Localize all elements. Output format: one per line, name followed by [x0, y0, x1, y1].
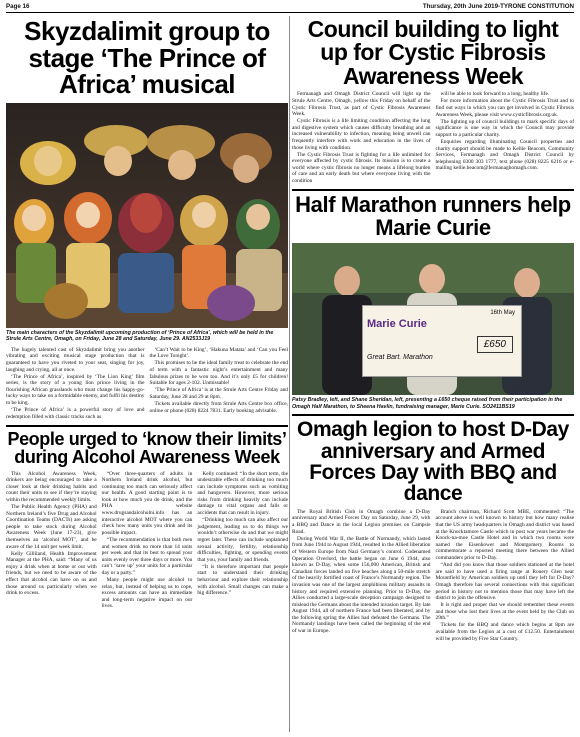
paragraph: ‘The Prince of Africa’, inspired by ‘The Lion King’ film series, is the story of a young lion prince living in the flourishing African grasslands who must change his happy-go-lucky ways to take on a formidable enemy, and fulfil his destiny to be king. — [6, 373, 145, 407]
issue-date: Thursday, 20th June 2019-TYRONE CONSTITUTION — [422, 3, 574, 10]
section-rule — [292, 414, 574, 416]
article-half-marathon — [292, 194, 574, 410]
paragraph: This promises to be the ideal family treat to celebrate the end of term with a fantastic night’s entertainment and many fabulous prizes to be won too. And it’s only £5 for children! Suitable for ages 2-102. Unmissable! — [149, 360, 288, 387]
paragraph: The Royal British Club in Omagh combine a D-Day anniversary and Armed Forces Day on Saturday, June 29, with a BBQ and Dance in the local Legion premises on Campsie Road. — [292, 508, 431, 535]
page-number: Page 16 — [6, 3, 30, 10]
paragraph: This Alcohol Awareness Week, drinkers are being encouraged to take a closer look at their drinking habits and count their units to see if they’re staying within the recommended weekly limits. — [6, 470, 97, 503]
big-cheque — [362, 305, 522, 377]
headline-alcohol-awareness: People urged to ‘know their limits’ during Alcohol Awareness Week — [7, 428, 287, 468]
paragraph: Kelly continued: “In the short term, the undesirable effects of drinking too much can include symptoms such as vomiting and hangovers. However, more serious risks from drinking heavily can include damage to vital organs and falls or accidents that can result in injury. — [197, 470, 288, 517]
body-omagh-legion — [292, 509, 574, 643]
paragraph: “Over three-quarters of adults in Northern Ireland drink alcohol, but continuing too much can seriously affect our health. A good starting point is to look at how much you do drink, and the PHA website www.drugsandalcoholni.info has an interactive alcohol MOT where you can check how many units you drink and its possible impact. — [101, 470, 193, 536]
paragraph: For more information about the Cystic Fibrosis Trust and to find out ways in which you can get involved in Cystic Fibrosis Awareness Week, please visit www.cysticfibrosis.org.uk. — [435, 98, 574, 118]
section-rule — [6, 425, 288, 427]
headline-half-marathon: Half Marathon runners help Marie Curie — [295, 192, 571, 240]
page-header — [6, 3, 574, 13]
paragraph: During World War II, the Battle of Normandy, which lasted from June 1944 to August 1944, resulted in the Allied liberation of Western Europe from Nazi Germany’s control. Codenamed Operation Overlord, the battle began on June 6 1944, also known as D-Day, when some 156,000 American, British and Canadian forces landed on five beaches along a 50-mile stretch of the heavily fortified coast of France’s Normandy region. The invasion was one of the largest amphibious military assaults in history and required extensive planning. Prior to D-Day, the Allies conducted a large-scale deception campaign designed to mislead the Germans about the intended invasion target. By late August 1944, all of northern France had been liberated, and by the following spring the Allies had defeated the Germans. The Normandy landings have been called the beginning of the end of war in Europe. — [292, 535, 431, 635]
paragraph: ‘The Prince of Africa’ is a powerful story of love and redemption filled with classic tracks such as — [6, 407, 145, 420]
article-skyzdalimit — [6, 18, 288, 421]
paragraph: The Public Health Agency (PHA) and Northern Ireland’s five Drug and Alcohol Coordination Teams (DACTs) are asking people to take stock during Alcohol Awareness Week (June 17-23), give themselves an ‘alcohol MOT’, and be aware of the 14 unit per week limit. — [6, 503, 97, 550]
cheque-charity-logo: Marie Curie — [367, 318, 427, 331]
paragraph: Fermanagh and Omagh District Council will light up the Strule Arts Centre, Omagh, yellow this Friday on behalf of the Cystic Fibrosis Trust, as part of Cystic Fibrosis Awareness Week. — [292, 91, 431, 118]
paragraph: Branch chairman, Richard Scott MBE, commented: “The account above is well known to history but how many realise that the US army headquarters in Omagh and district was based at the Knocktamore Castle which in post war years became the Knock-na-moe Castle Hotel and in which two rooms were named the Eisenhower and Montgomery Rooms to commemorate a reported meeting there between the Allied commanders prior to D-Day. — [435, 508, 574, 562]
cheque-amount: £650 — [483, 339, 506, 351]
paragraph: Tickets available directly from Strule Arts Centre box office, online or phone (028) 8224 7831. Early booking advisable. — [149, 401, 288, 414]
headline-cystic-fibrosis: Council building to light up for Cystic Fibrosis Awareness Week — [307, 16, 559, 89]
paragraph: “It is therefore important that people start to understand their drinking behaviour and explore their relationship with alcohol. Small changes can make a big difference.” — [197, 563, 288, 597]
body-alcohol-awareness — [6, 471, 288, 611]
paragraph: Kelly Gilliland, Health Improvement Manager at the PHA, said: “Many of us enjoy a drink when at home or out with friends, but we need to be aware of the effect that alcohol can have on us and those around us particularly when we drink to excess. — [6, 550, 97, 597]
body-skyzdalimit — [6, 347, 288, 421]
photo-cheque-presentation — [292, 243, 574, 395]
cheque-payee: Great Bart. Marathon — [367, 354, 433, 362]
body-cystic-fibrosis — [292, 91, 574, 185]
paragraph: The Cystic Fibrosis Trust is fighting for a life unlimited for everyone affected by cystic fibrosis. Its mission is to create a world where cystic fibrosis no longer means a lifelong burden of care and an early death but where everyone living with the condition — [292, 151, 431, 185]
paragraph: Cystic Fibrosis is a life limiting condition affecting the lung and digestive system which causes difficulty breathing and an increased vulnerability to infection, meaning being unwell can frequently interfere with work and education in the lives of those living with condition. — [292, 118, 431, 151]
cheque-amount-box — [477, 336, 513, 353]
paragraph: Enquiries regarding illuminating Council properties and charity support should be made to Kellie Beacom, Community Services, Fermanagh and Omagh District Council by telephoning 0300 303 1777, text phone (028) 8225 6216 or e-mailing kellie.beacom@fermanaghomagh.com. — [435, 139, 574, 172]
photo-prince-of-africa-cast — [6, 103, 288, 328]
paragraph: “The recommendation is that both men and women drink no more than 14 units per week and that its best to spread your units evenly over three days or more. You can’t ‘save up’ your units for a particular day or a party.” — [101, 536, 193, 576]
headline-skyzdalimit: Skyzdalimit group to stage ‘The Prince of Africa’ musical — [24, 16, 270, 100]
paragraph: “Drinking too much can also affect our judgement, leading us to do things we wouldn’t otherwise do and that we might regret later. These can include unplanned sexual activity, fertility, relationship difficulties, fighting, or spending events that you, your family and friends. — [197, 517, 288, 563]
paragraph: Many people might use alcohol to relax, but, instead of helping us to cope, excess amounts can have an immediate and long-term negative impact on our lives. — [101, 577, 193, 610]
article-cystic-fibrosis — [292, 18, 574, 185]
paragraph: It is right and proper that we should remember these events and those who lost their lives at the event held by the Club on 29th.” — [435, 602, 574, 622]
paragraph: ‘The Prince of Africa’ is at the Strule Arts Centre Friday and Saturday, June 28 and 29 at 8pm. — [149, 387, 288, 400]
cheque-date: 16th May — [490, 310, 515, 317]
section-rule — [292, 189, 574, 191]
paragraph: Tickets for the BBQ and dance which begins at 8pm are available from the Legion at a cost of £12.50. Entertainment will be provided by Five Star Country. — [435, 622, 574, 642]
left-column — [6, 16, 288, 732]
paragraph: The hugely talented cast of Skyzdalimit bring you another vibrating and exciting musical stage production that is guaranteed to have you riveted to your seat, singing for joy, laughing and crying, all at once. — [6, 346, 145, 373]
headline-omagh-legion: Omagh legion to host D-Day anniversary and Armed Forces Day with BBQ and dance — [297, 418, 569, 506]
right-column — [292, 16, 574, 732]
paragraph: The lighting up of council buildings to mark specific days of significance is one way in which the Council may provide support to a particular charity. — [435, 118, 574, 138]
paragraph: will be able to look forward to a long, healthy life. — [440, 91, 550, 98]
article-omagh-legion — [292, 419, 574, 643]
article-alcohol-awareness — [6, 430, 288, 611]
paragraph: ‘Can’t Wait to be King’, ‘Hakuna Matata’ and ‘Can you Feel the Love Tonight’. — [149, 346, 288, 360]
paragraph: “And did you know that those soldiers stationed at the hotel are said to have used a firing range at Rouery Glen near Mountfield by American soldiers up until they left for D-Day? Omagh therefore has several connections with this significant period in history not to mention those that may have left the district to join the offensive. — [435, 562, 574, 602]
caption-skyzdalimit: The main characters of the Skyzdalimit upcoming production of ‘Prince of Africa’, which will be held in the Strule Arts Centre, Omagh, on Friday, June 28 and Saturday, June 29. AN2533J19 — [6, 329, 274, 343]
cast-photo-illustration — [6, 103, 288, 328]
column-divider — [289, 16, 290, 732]
caption-half-marathon: Patsy Bradley, left, and Shane Sheridan, left, presenting a £650 cheque raised from their participation in the Omagh Half Marathon, to Sheena Havlin, fundraising manager, Marie Curie. SO2411BS19 — [292, 397, 563, 410]
